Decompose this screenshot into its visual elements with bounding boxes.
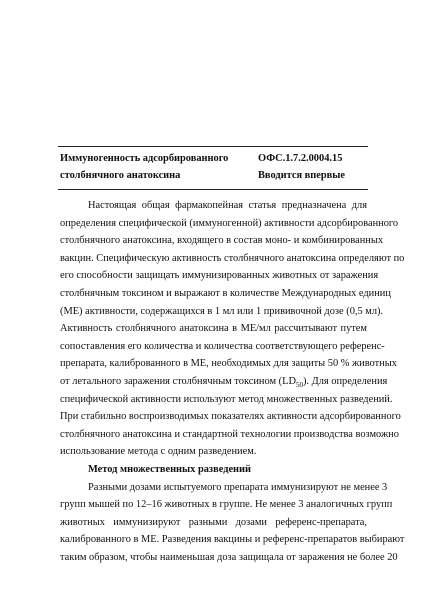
text-line: использование метода с одним разведением. <box>60 446 257 458</box>
text-line: столбнячным токсином и выражают в количестве Международных единиц <box>60 287 391 299</box>
article-header <box>60 150 370 184</box>
text-line: таким образом, чтобы наименьшая доза защищала от заражения не более 20 <box>60 551 398 563</box>
text-line: от летального заражения столбнячным токсином $(LD_{50})$. Для определения <box>60 375 388 390</box>
text-line: калиброванного в МЕ. Разведения вакцины и референс-препаратов выбирают <box>60 534 405 546</box>
text-line: его способности защищать иммунизированных животных от заражения <box>60 270 379 282</box>
header-bottom-rule <box>58 189 368 190</box>
text-line: групп мышей по 12–16 животных в группе. Не менее 3 аналогичных групп <box>60 499 393 511</box>
header-row <box>60 150 370 167</box>
section-heading: Метод множественных разведений <box>88 463 252 475</box>
text-line: сопоставления его количества и количества соответствующего референс- <box>60 340 385 352</box>
article-title-line-1: Иммуногенность адсорбированного <box>60 153 229 164</box>
text-line: вакцин. Специфическую активность столбнячного анатоксина определяют по <box>60 252 405 264</box>
text-line: животных иммунизируют разными дозами референс-препарата, <box>60 516 367 528</box>
text-line: столбнячного анатоксина и стандартной технологии производства возможно <box>60 428 399 440</box>
text-line: определения специфической (иммуногенной) активности адсорбированного <box>60 217 399 229</box>
article-body <box>60 197 405 566</box>
text-line: (МЕ) активности, содержащихся в 1 мл или 1 прививочной дозе (0,5 мл). <box>60 305 384 317</box>
text-line: Настоящая общая фармакопейная статья предназначена для <box>88 200 367 211</box>
text-line: препарата, калиброванного в МЕ, необходимых для защиты 50 % животных <box>60 358 397 370</box>
header-row <box>60 167 370 184</box>
text-line: Активность столбнячного анатоксина в МЕ/мл рассчитывают путем <box>60 323 367 335</box>
text-line: Разными дозами испытуемого препарата иммунизируют не менее 3 <box>88 481 388 493</box>
text-line: При стабильно воспроизводимых показателях активности адсорбированного <box>60 411 401 423</box>
header-top-rule <box>58 146 368 147</box>
article-title-line-2: столбнячного анатоксина <box>60 170 181 181</box>
article-code: ОФС.1.7.2.0004.15 <box>258 153 343 164</box>
article-status: Вводится впервые <box>258 170 345 181</box>
text-line: специфической активности используют метод множественных разведений. <box>60 393 393 405</box>
text-line: столбнячного анатоксина, входящего в состав моно- и комбинированных <box>60 235 384 247</box>
